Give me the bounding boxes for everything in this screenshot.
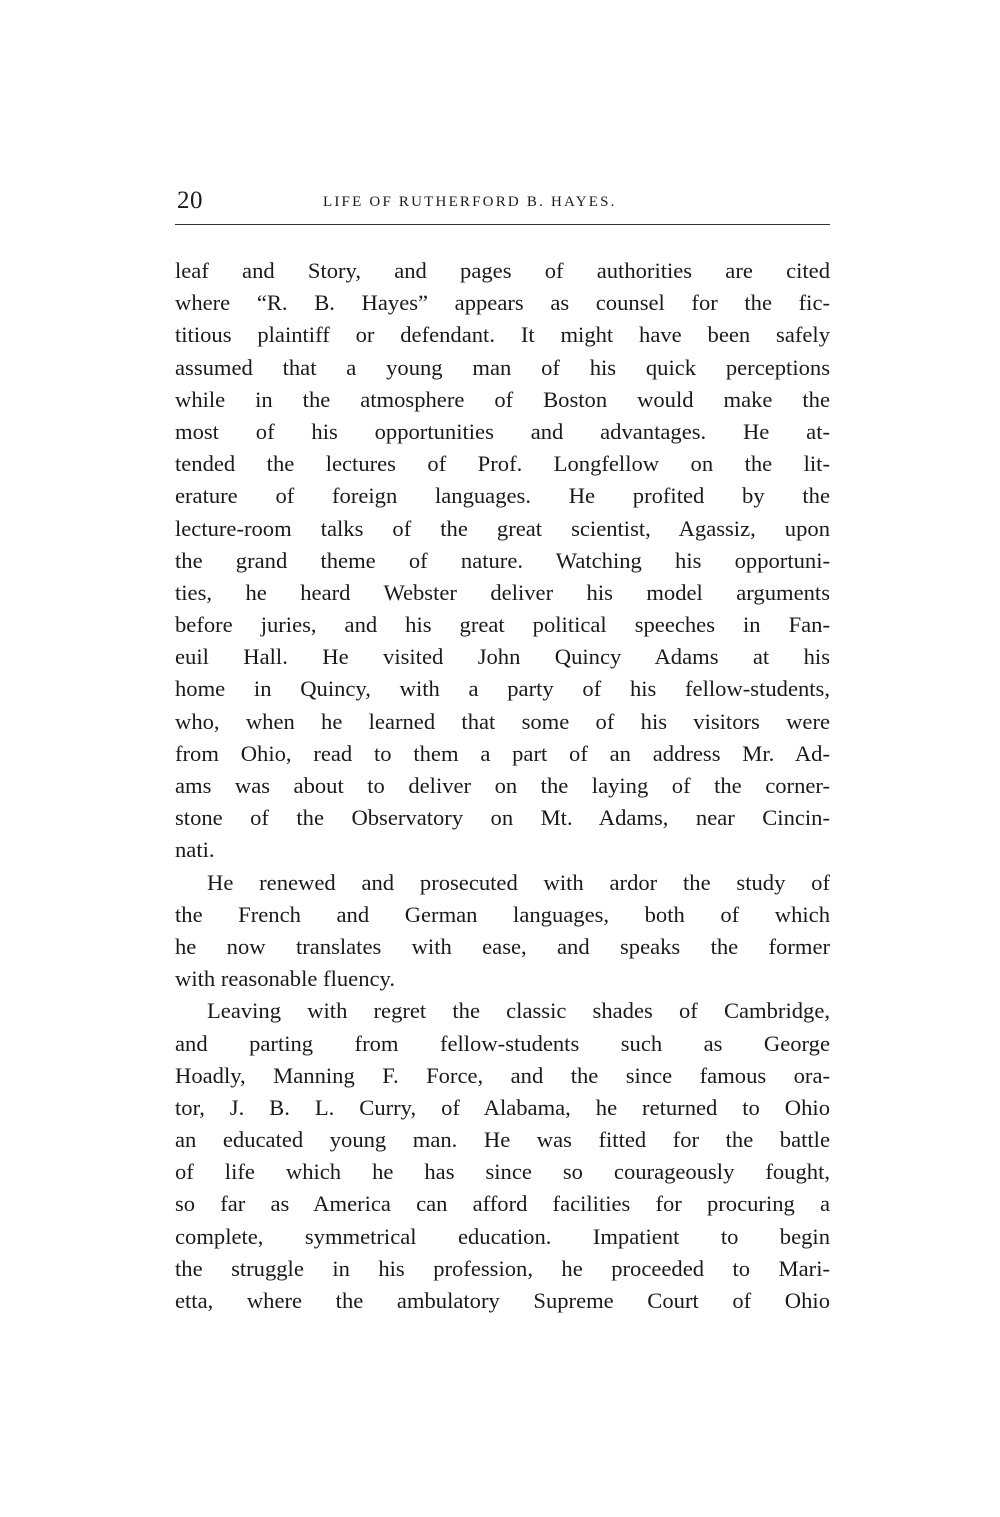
text-line: tor, J. B. L. Curry, of Alabama, he returned to Ohio <box>175 1094 830 1120</box>
text-line: while in the atmosphere of Boston would make the <box>175 386 830 412</box>
text-line: who, when he learned that some of his visitors were <box>175 708 830 734</box>
text-line: erature of foreign languages. He profited by the <box>175 483 830 509</box>
text-line: Hoadly, Manning F. Force, and the since famous ora- <box>175 1062 830 1088</box>
text-line: ams was about to deliver on the laying of the corner- <box>175 773 830 798</box>
page-header <box>175 186 830 226</box>
header-rule <box>175 224 830 225</box>
text-line: the struggle in his profession, he proceeded to Mari- <box>175 1255 830 1281</box>
text-line: euil Hall. He visited John Quincy Adams at his <box>175 644 830 670</box>
text-line: where “R. B. Hayes” appears as counsel for the fic- <box>175 290 830 316</box>
text-line: from Ohio, read to them a part of an address Mr. Ad- <box>175 740 830 766</box>
text-line: the French and German languages, both of which <box>175 901 830 927</box>
text-line: most of his opportunities and advantages. He at- <box>175 418 830 444</box>
text-line: leaf and Story, and pages of authorities are cited <box>175 258 830 283</box>
text-line: nati. <box>175 837 215 863</box>
text-line: and parting from fellow-students such as George <box>175 1030 830 1056</box>
text-line: so far as America can afford facilities for procuring a <box>175 1191 830 1217</box>
text-line: ties, he heard Webster deliver his model arguments <box>175 579 830 605</box>
text-line: stone of the Observatory on Mt. Adams, near Cincin- <box>175 805 830 831</box>
text-line: lecture-room talks of the great scientist, Agassiz, upon <box>175 515 830 541</box>
text-line: the grand theme of nature. Watching his opportuni- <box>175 547 830 573</box>
text-line: etta, where the ambulatory Supreme Court of Ohio <box>175 1288 830 1313</box>
text-line: assumed that a young man of his quick perceptions <box>175 354 830 380</box>
text-line: Leaving with regret the classic shades of Cambridge, <box>207 998 830 1024</box>
text-line: with reasonable fluency. <box>175 966 395 992</box>
text-line: He renewed and prosecuted with ardor the study of <box>207 869 830 895</box>
text-line: titious plaintiff or defendant. It might have been safely <box>175 322 830 348</box>
paragraph <box>175 255 830 867</box>
text-line: he now translates with ease, and speaks the former <box>175 933 830 959</box>
text-line: before juries, and his great political speeches in Fan- <box>175 612 830 638</box>
body-text <box>175 255 830 1317</box>
text-line: home in Quincy, with a party of his fellow-students, <box>175 676 830 702</box>
paragraph <box>175 995 830 1317</box>
text-line: tended the lectures of Prof. Longfellow on the lit- <box>175 451 830 477</box>
text-line: an educated young man. He was fitted for the battle <box>175 1127 830 1153</box>
paragraph <box>175 867 830 996</box>
text-line: complete, symmetrical education. Impatient to begin <box>175 1223 830 1249</box>
page-number: 20 <box>177 187 203 214</box>
text-line: of life which he has since so courageously fought, <box>175 1159 830 1185</box>
running-title: LIFE OF RUTHERFORD B. HAYES. <box>323 194 617 210</box>
